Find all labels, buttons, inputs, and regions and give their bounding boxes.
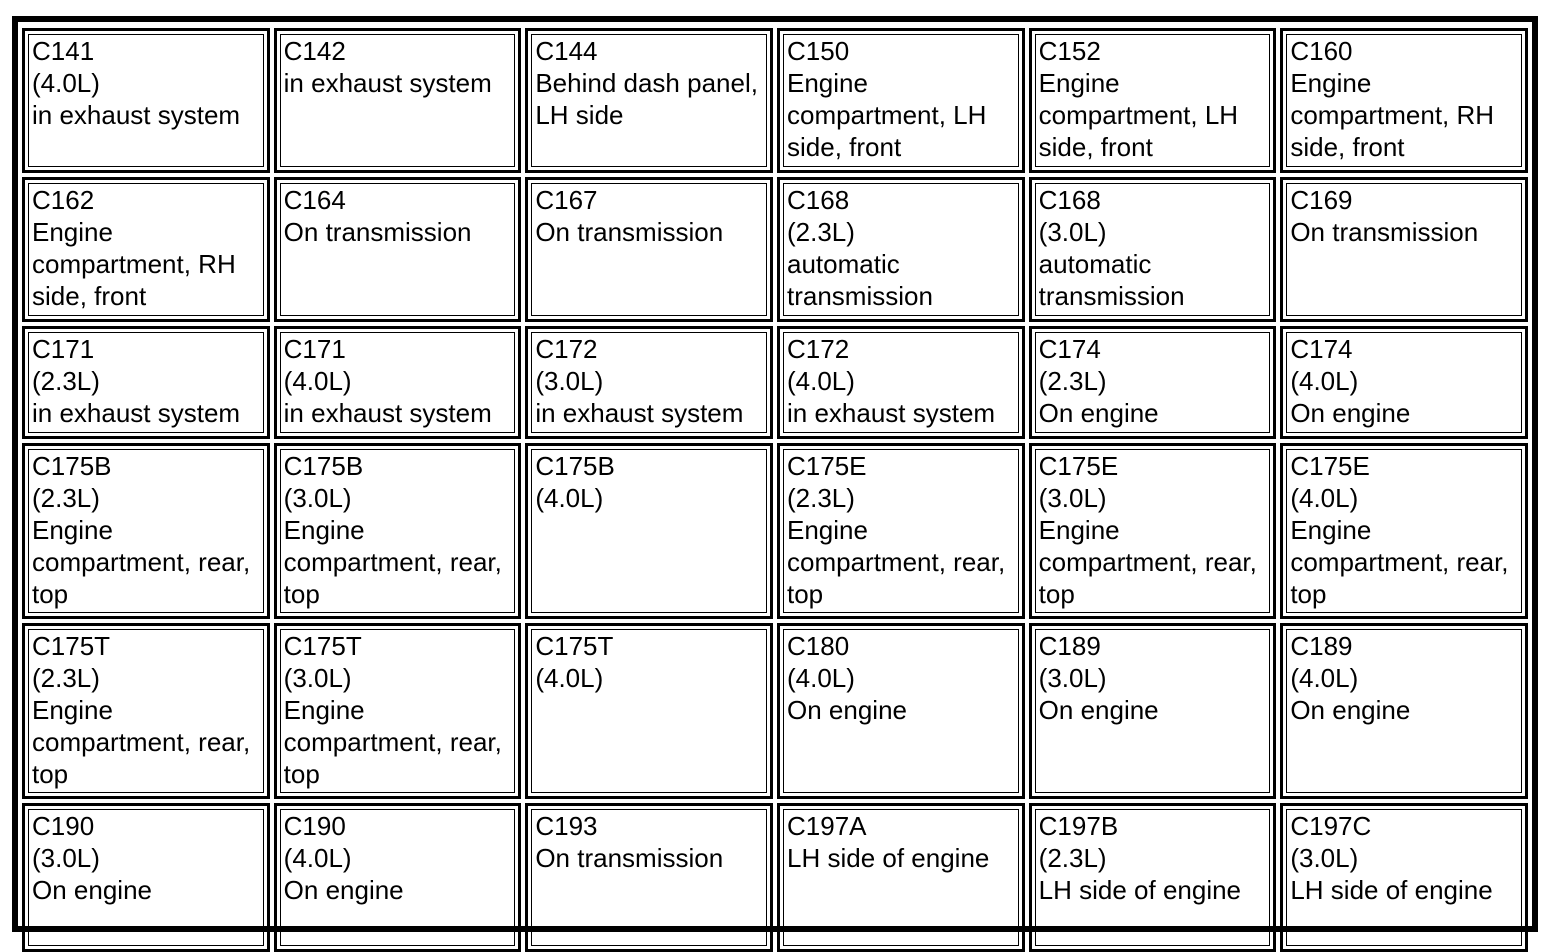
table-cell [525,326,773,439]
connector-id: C168 [787,185,850,215]
table-cell [777,803,1025,952]
table-cell [1280,443,1528,619]
connector-id: C175B [32,451,112,481]
engine-variant: (4.0L) [535,483,604,513]
table-cell [274,623,522,799]
engine-variant: (3.0L) [283,663,352,693]
connector-location: LH side of engine [1290,875,1493,905]
connector-location: Engine compartment, rear, top [1038,515,1257,609]
connector-id: C141 [32,36,95,66]
connector-location: LH side of engine [1038,875,1242,905]
table-cell [777,326,1025,439]
connector-location-table [12,16,1538,932]
connector-location: in exhaust system [787,398,996,428]
connector-location: On transmission [1290,217,1479,247]
table-cell [525,28,773,173]
connector-location: LH side of engine [787,843,990,873]
table-cell [1029,443,1277,619]
engine-variant: (2.3L) [1038,366,1107,396]
connector-location: Engine compartment, rear, top [1290,515,1509,609]
table-cell [1280,28,1528,173]
connector-location: On engine [1290,695,1411,725]
connector-id: C164 [283,185,346,215]
connector-id: C142 [283,36,346,66]
connector-id: C180 [787,631,850,661]
engine-variant: (2.3L) [1038,843,1107,873]
table-cell [274,177,522,322]
table-cell [1280,177,1528,322]
connector-id: C175T [535,631,614,661]
table-cell [22,326,270,439]
connector-location: Engine compartment, rear, top [787,515,1006,609]
connector-id: C175T [32,631,111,661]
connector-id: C172 [787,334,850,364]
table-cell [525,623,773,799]
engine-variant: (4.0L) [787,663,855,693]
table-cell [777,623,1025,799]
connector-location: Engine compartment, rear, top [32,695,251,789]
connector-id: C162 [32,185,95,215]
engine-variant: (2.3L) [32,483,100,513]
connector-location: automatic transmission [1038,249,1185,311]
connector-location: On transmission [535,217,724,247]
engine-variant: (4.0L) [283,366,352,396]
connector-id: C174 [1038,334,1101,364]
connector-id: C171 [283,334,346,364]
connector-id: C175B [283,451,364,481]
connector-location: Behind dash panel, LH side [535,68,758,130]
connector-id: C167 [535,185,598,215]
connector-location: Engine compartment, LH side, front [787,68,987,162]
connector-location: in exhaust system [32,398,241,428]
table-cell [274,28,522,173]
connector-location: On engine [1038,398,1159,428]
connector-location: On engine [283,875,404,905]
connector-id: C150 [787,36,850,66]
connector-location: in exhaust system [32,100,241,130]
table-cell [525,177,773,322]
connector-id: C175T [283,631,362,661]
engine-variant: (3.0L) [1038,663,1107,693]
engine-variant: (4.0L) [535,663,604,693]
engine-variant: (4.0L) [32,68,100,98]
connector-id: C172 [535,334,598,364]
engine-variant: (3.0L) [283,483,352,513]
engine-variant: (4.0L) [283,843,352,873]
connector-location: Engine compartment, rear, top [32,515,251,609]
table-cell [1280,623,1528,799]
engine-variant: (4.0L) [1290,366,1359,396]
table-cell [1029,326,1277,439]
connector-id: C144 [535,36,598,66]
engine-variant: (3.0L) [1038,217,1107,247]
engine-variant: (2.3L) [787,217,855,247]
connector-location: in exhaust system [283,398,492,428]
table-cell [274,443,522,619]
connector-id: C171 [32,334,95,364]
connector-id: C197A [787,811,867,841]
table-cell [525,443,773,619]
connector-location: Engine compartment, rear, top [283,695,502,789]
connector-id: C189 [1290,631,1353,661]
table-cell [1029,28,1277,173]
connector-location: On engine [1290,398,1411,428]
connector-location: On transmission [535,843,724,873]
connector-id: C175E [1038,451,1119,481]
connector-id: C174 [1290,334,1353,364]
connector-location: Engine compartment, rear, top [283,515,502,609]
engine-variant: (2.3L) [32,663,100,693]
engine-variant: (4.0L) [787,366,855,396]
table-cell [22,803,270,952]
engine-variant: (3.0L) [535,366,604,396]
engine-variant: (2.3L) [32,366,100,396]
connector-location: On engine [32,875,152,905]
connector-id: C175B [535,451,615,481]
engine-variant: (3.0L) [32,843,100,873]
connector-location: On engine [1038,695,1159,725]
connector-id: C197B [1038,811,1119,841]
connector-id: C189 [1038,631,1101,661]
table-cell [274,326,522,439]
connector-location: On transmission [283,217,472,247]
table-cell [22,177,270,322]
connector-location: automatic transmission [787,249,933,311]
connector-location: Engine compartment, RH side, front [1290,68,1495,162]
connector-id: C175E [1290,451,1370,481]
engine-variant: (4.0L) [1290,483,1359,513]
connector-id: C160 [1290,36,1353,66]
table-cell [22,443,270,619]
engine-variant: (3.0L) [1290,843,1359,873]
engine-variant: (3.0L) [1038,483,1107,513]
connector-id: C190 [283,811,346,841]
table-cell [22,28,270,173]
table-cell [777,177,1025,322]
table-cell [525,803,773,952]
table-cell [1280,326,1528,439]
table-cell [274,803,522,952]
connector-location: On engine [787,695,907,725]
connector-location: in exhaust system [283,68,492,98]
connector-id: C193 [535,811,598,841]
table-cell [22,623,270,799]
connector-location: Engine compartment, RH side, front [32,217,236,311]
connector-id: C197C [1290,811,1372,841]
connector-id: C152 [1038,36,1101,66]
connector-id: C190 [32,811,95,841]
connector-location: Engine compartment, LH side, front [1038,68,1239,162]
table-cell [777,28,1025,173]
table-cell [1029,623,1277,799]
connector-id: C169 [1290,185,1353,215]
connector-id: C175E [787,451,867,481]
engine-variant: (2.3L) [787,483,855,513]
connector-location: in exhaust system [535,398,744,428]
connector-id: C168 [1038,185,1101,215]
engine-variant: (4.0L) [1290,663,1359,693]
table-cell [1029,803,1277,952]
table-cell [1029,177,1277,322]
table-cell [1280,803,1528,952]
table-cell [777,443,1025,619]
